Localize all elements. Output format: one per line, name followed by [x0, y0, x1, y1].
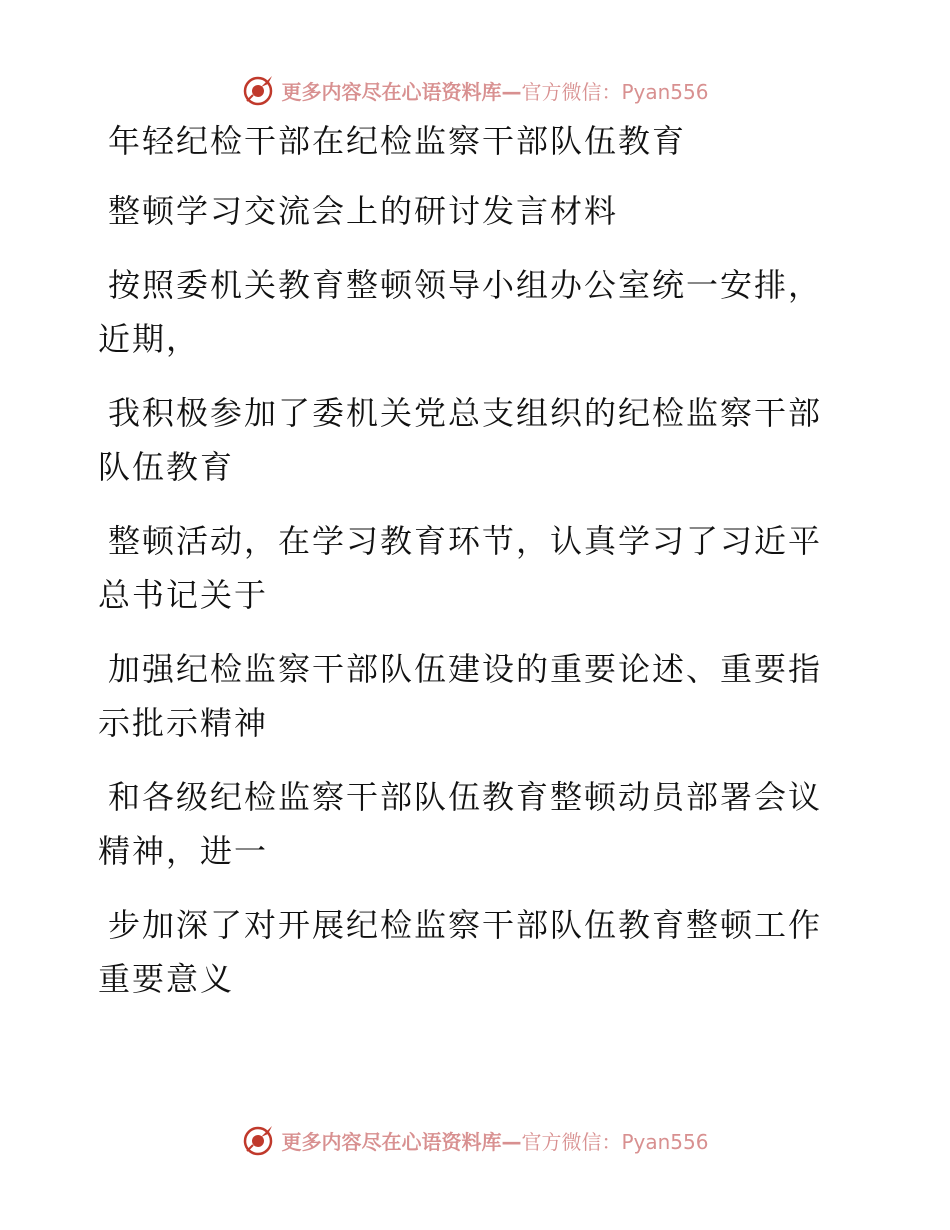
doc-line: 重要意义 [98, 960, 235, 998]
header-banner [0, 70, 950, 110]
banner-wechat: 官方微信：Pyan556 [521, 1129, 709, 1154]
doc-line: 年轻纪检干部在纪检监察干部队伍教育 [108, 122, 687, 160]
banner-dash: — [501, 1129, 522, 1154]
quill-pen-emblem-icon [241, 73, 275, 107]
doc-line: 总书记关于 [98, 576, 269, 614]
doc-line: 近期， [98, 320, 201, 358]
banner-wechat: 官方微信：Pyan556 [521, 79, 709, 104]
doc-line: 队伍教育 [98, 448, 235, 486]
footer-banner [0, 1120, 950, 1160]
banner-title: 更多内容尽在心语资料库 [281, 79, 502, 104]
doc-line: 加强纪检监察干部队伍建设的重要论述、重要指 [108, 650, 823, 688]
doc-line: 按照委机关教育整顿领导小组办公室统一安排， [108, 266, 823, 304]
banner-text [281, 1126, 708, 1155]
banner-dash: — [501, 79, 522, 104]
quill-pen-emblem-icon [241, 1123, 275, 1157]
doc-line: 整顿学习交流会上的研讨发言材料 [108, 192, 619, 230]
doc-line: 精神，进一 [98, 832, 269, 870]
banner-text [281, 76, 708, 105]
banner-title: 更多内容尽在心语资料库 [281, 1129, 502, 1154]
doc-line: 示批示精神 [98, 704, 269, 742]
doc-line: 整顿活动，在学习教育环节，认真学习了习近平 [108, 522, 823, 560]
doc-line: 和各级纪检监察干部队伍教育整顿动员部署会议 [108, 778, 823, 816]
doc-line: 步加深了对开展纪检监察干部队伍教育整顿工作 [108, 906, 823, 944]
doc-line: 我积极参加了委机关党总支组织的纪检监察干部 [108, 394, 823, 432]
document-body [98, 124, 838, 996]
